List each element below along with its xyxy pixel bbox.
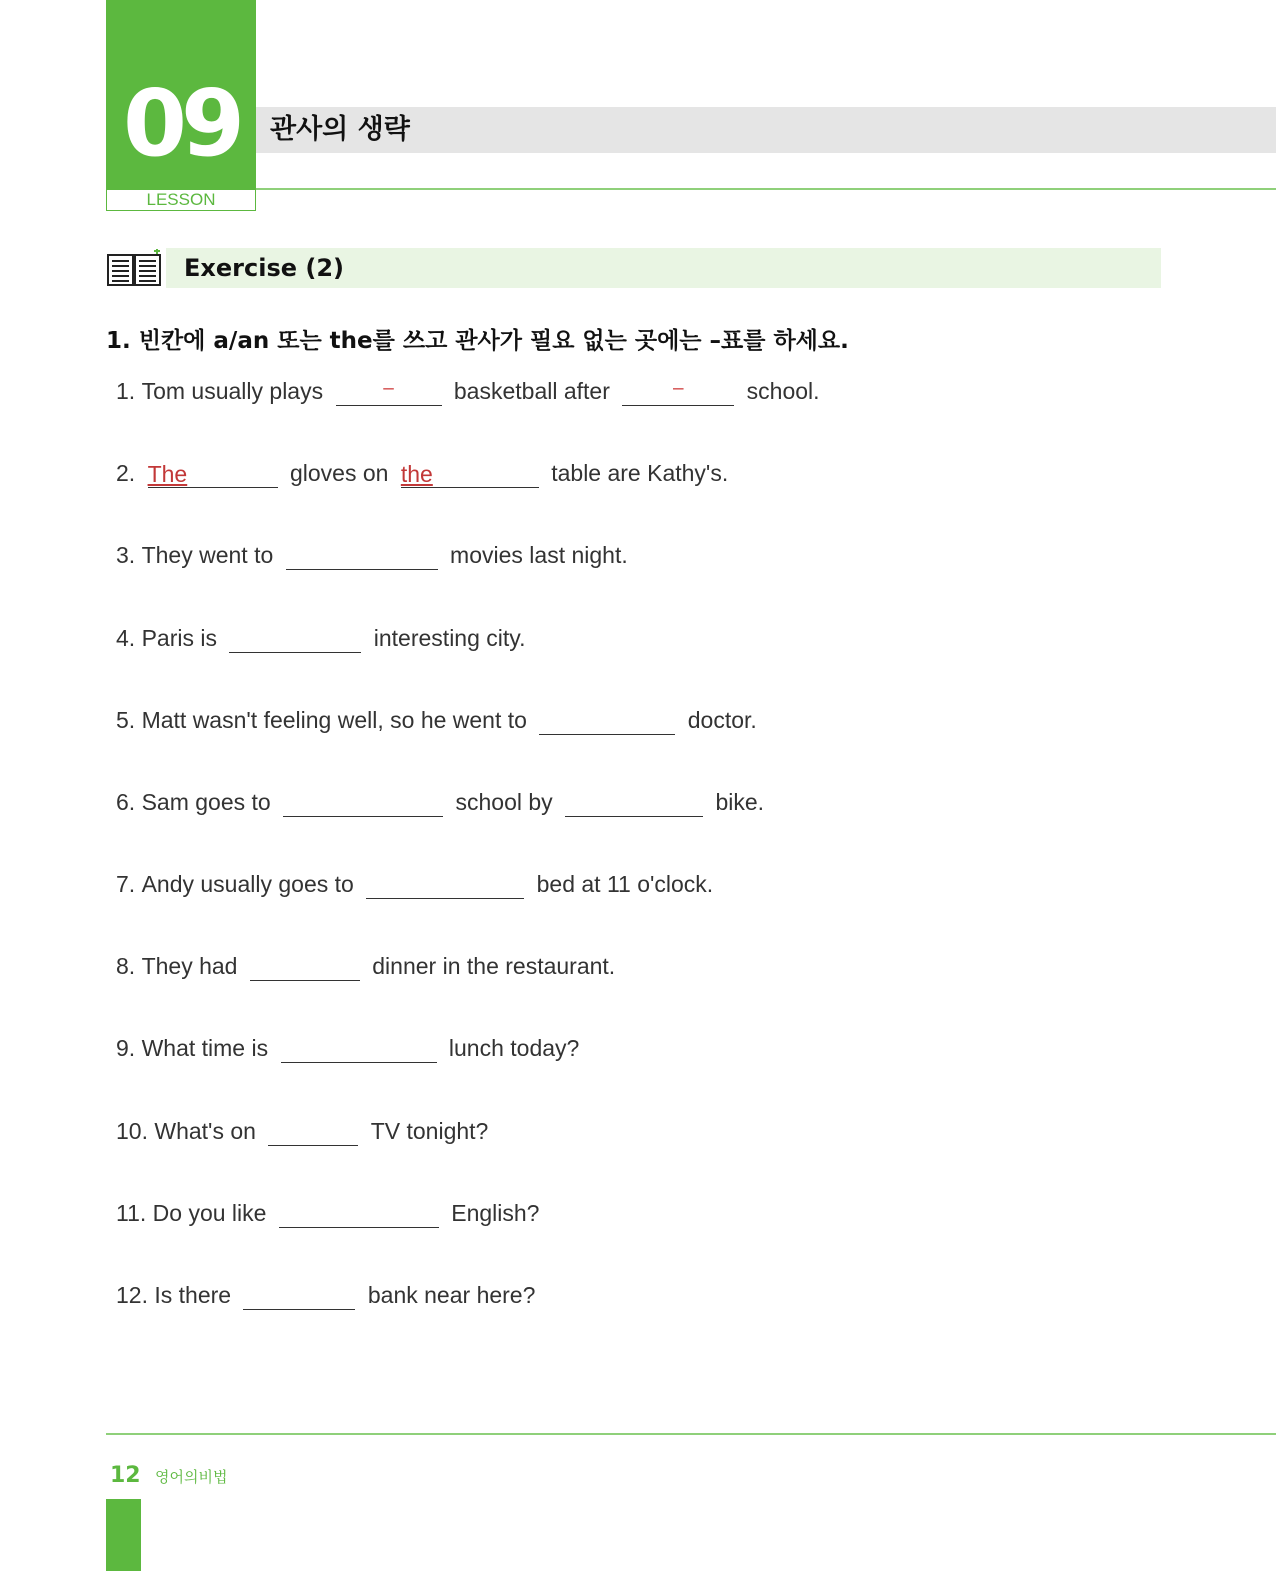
exercise-item-5 bbox=[116, 705, 757, 735]
footer-divider bbox=[106, 1433, 1276, 1435]
item-text: They had bbox=[141, 953, 238, 979]
exercise-item-7 bbox=[116, 869, 713, 899]
item-text: school by bbox=[455, 789, 553, 815]
answer-blank[interactable] bbox=[243, 1284, 355, 1310]
item-text: school. bbox=[746, 378, 820, 404]
item-number: 12. bbox=[116, 1282, 148, 1308]
answer-text: – bbox=[383, 378, 394, 399]
exercise-item-12 bbox=[116, 1280, 535, 1310]
item-text: table are Kathy's. bbox=[551, 460, 729, 486]
item-number: 3. bbox=[116, 542, 136, 568]
answer-blank[interactable] bbox=[229, 627, 361, 653]
item-text: Do you like bbox=[152, 1200, 267, 1226]
book-name: 영어의비법 bbox=[155, 1468, 228, 1486]
item-text: TV tonight? bbox=[370, 1118, 489, 1144]
item-number: 4. bbox=[116, 625, 136, 651]
item-text: interesting city. bbox=[373, 625, 526, 651]
answer-blank[interactable] bbox=[366, 873, 524, 899]
item-text: Andy usually goes to bbox=[141, 871, 354, 897]
lesson-title-band bbox=[256, 107, 1276, 153]
lesson-title: 관사의 생략 bbox=[270, 114, 410, 145]
page-number: 12 bbox=[110, 1463, 141, 1488]
answer-blank[interactable] bbox=[268, 1120, 358, 1146]
answer-blank[interactable] bbox=[336, 380, 442, 406]
instruction-text: 1. 빈칸에 a/an 또는 the를 쓰고 관사가 필요 없는 곳에는 –표를 하세요. bbox=[106, 328, 849, 354]
exercise-item-4 bbox=[116, 623, 525, 653]
item-number: 1. bbox=[116, 378, 136, 404]
lesson-badge bbox=[106, 0, 256, 211]
exercise-item-3 bbox=[116, 540, 628, 570]
answer-blank[interactable] bbox=[281, 1037, 437, 1063]
item-number: 5. bbox=[116, 707, 136, 733]
item-number: 2. bbox=[116, 460, 136, 486]
answer-blank[interactable] bbox=[283, 791, 443, 817]
footer-color-block bbox=[106, 1499, 141, 1571]
exercise-header bbox=[166, 248, 1161, 288]
lesson-number: 09 bbox=[122, 70, 240, 177]
item-text: English? bbox=[451, 1200, 540, 1226]
open-book-icon bbox=[106, 249, 162, 289]
item-number: 11. bbox=[116, 1200, 147, 1226]
item-number: 8. bbox=[116, 953, 136, 979]
answer-blank[interactable] bbox=[565, 791, 703, 817]
exercise-item-1 bbox=[116, 376, 820, 406]
answer-blank[interactable] bbox=[148, 462, 278, 488]
item-text: Paris is bbox=[141, 625, 217, 651]
item-text: Tom usually plays bbox=[141, 378, 324, 404]
item-number: 9. bbox=[116, 1035, 136, 1061]
exercise-item-11 bbox=[116, 1198, 539, 1228]
answer-blank[interactable] bbox=[279, 1202, 439, 1228]
exercise-item-9 bbox=[116, 1033, 579, 1063]
exercise-item-2 bbox=[116, 458, 728, 488]
item-text: basketball after bbox=[453, 378, 610, 404]
item-text: What's on bbox=[154, 1118, 256, 1144]
answer-blank[interactable] bbox=[250, 955, 360, 981]
item-text: doctor. bbox=[687, 707, 757, 733]
answer-blank[interactable] bbox=[401, 462, 539, 488]
item-text: They went to bbox=[141, 542, 274, 568]
title-divider bbox=[256, 188, 1276, 190]
item-text: bank near here? bbox=[367, 1282, 536, 1308]
item-text: What time is bbox=[141, 1035, 269, 1061]
exercise-title: Exercise (2) bbox=[184, 254, 344, 282]
answer-blank[interactable] bbox=[539, 709, 675, 735]
answer-text: the bbox=[400, 461, 433, 487]
item-text: bike. bbox=[715, 789, 765, 815]
item-text: Is there bbox=[154, 1282, 232, 1308]
item-text: dinner in the restaurant. bbox=[372, 953, 616, 979]
item-text: gloves on bbox=[289, 460, 389, 486]
exercise-item-10 bbox=[116, 1116, 488, 1146]
item-number: 7. bbox=[116, 871, 136, 897]
lesson-label: LESSON bbox=[106, 189, 256, 211]
item-text: Sam goes to bbox=[141, 789, 271, 815]
item-text: movies last night. bbox=[450, 542, 628, 568]
exercise-item-6 bbox=[116, 787, 764, 817]
item-number: 10. bbox=[116, 1118, 148, 1144]
item-text: bed at 11 o'clock. bbox=[536, 871, 714, 897]
answer-text: The bbox=[147, 461, 188, 487]
exercise-item-8 bbox=[116, 951, 615, 981]
item-text: lunch today? bbox=[448, 1035, 580, 1061]
item-number: 6. bbox=[116, 789, 136, 815]
answer-text: – bbox=[672, 378, 684, 399]
item-text: Matt wasn't feeling well, so he went to bbox=[141, 707, 527, 733]
answer-blank[interactable] bbox=[286, 544, 438, 570]
answer-blank[interactable] bbox=[622, 380, 734, 406]
